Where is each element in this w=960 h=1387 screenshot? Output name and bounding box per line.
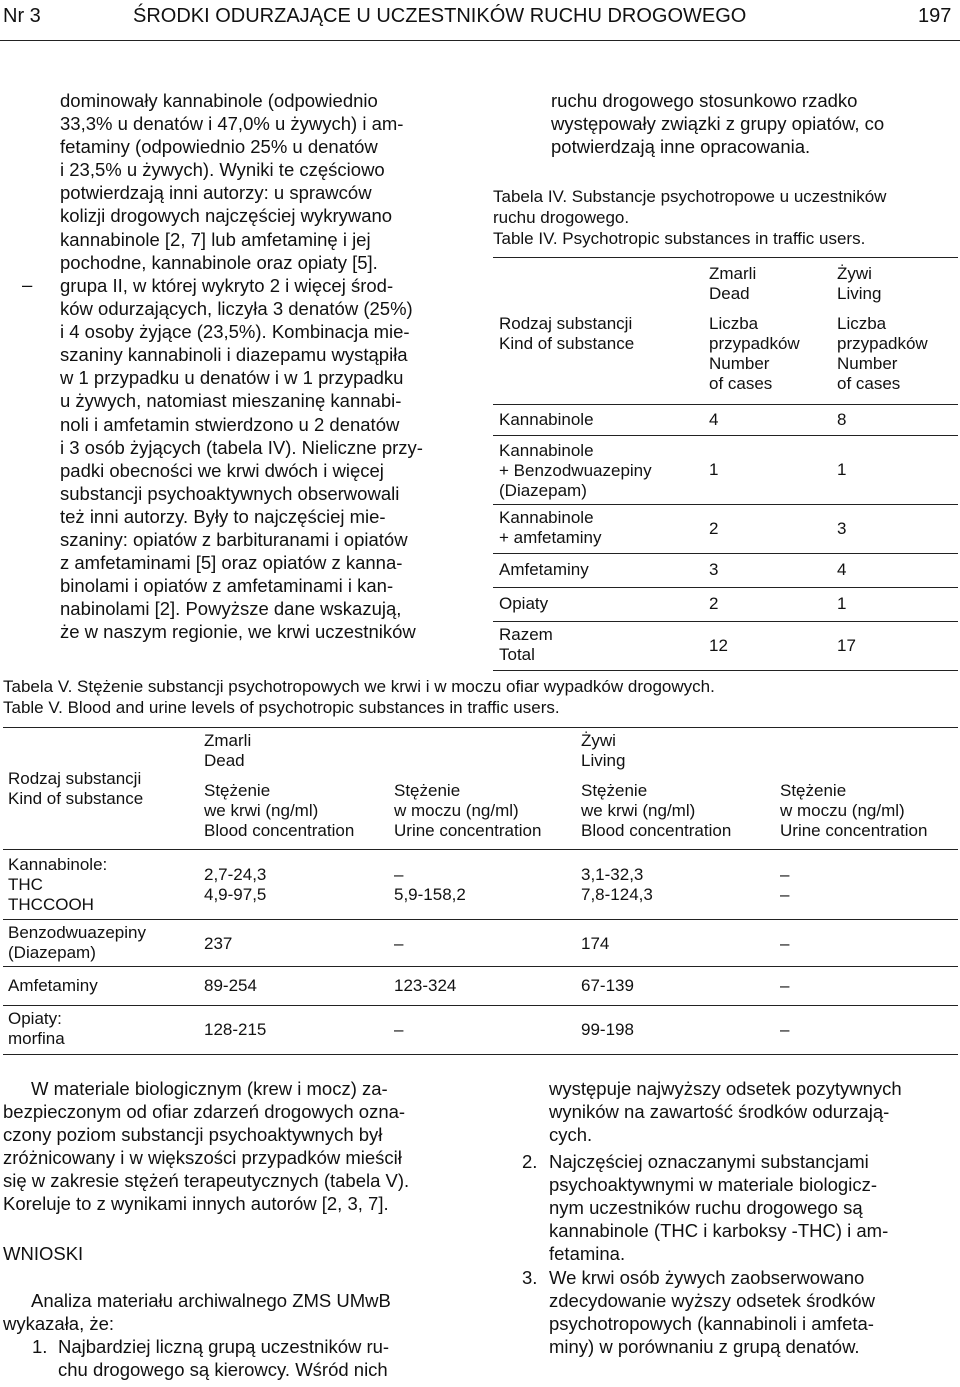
row-value: 4 — [709, 405, 837, 436]
label-line: Razem — [499, 625, 553, 644]
caption-line: Table V. Blood and urine levels of psychotropic substances in traffic users. — [3, 698, 560, 717]
table-row — [3, 850, 958, 920]
text-line: szaniny: opiatów z barbituranami i opiatów — [60, 529, 408, 551]
row-value: 8 — [837, 405, 958, 436]
row-label — [3, 1006, 204, 1055]
label-line: Kannabinole: — [8, 855, 108, 874]
header-dead-group — [204, 728, 581, 850]
label-line: (Diazepam) — [8, 943, 96, 962]
row-value: 89-254 — [204, 967, 394, 1006]
caption-line: Table IV. Psychotropic substances in traffic users. — [493, 229, 866, 248]
table-row — [3, 967, 958, 1006]
header-substance — [3, 728, 204, 850]
header-text: Rodzaj substancji — [8, 768, 142, 788]
text-line: i 4 osoby żyjące (23,5%). Kombinacja mie- — [60, 321, 410, 343]
row-label — [493, 436, 709, 505]
header-text: Liczba — [837, 314, 887, 333]
label-line: morfina — [8, 1029, 65, 1048]
page-number: 197 — [918, 5, 952, 27]
header-text: Kind of substance — [8, 788, 144, 808]
header-text: przypadków — [709, 334, 800, 353]
text-line: nabinolami [2]. Powyższe dane wskazują, — [60, 598, 402, 620]
header-text: Dead — [709, 284, 750, 303]
text-line: bezpieczonym od ofiar zdarzeń drogowych ozna- — [3, 1101, 406, 1123]
row-label: Amfetaminy — [3, 967, 204, 1006]
row-value — [394, 850, 581, 920]
text-line: się w zakresie stężeń terapeutycznych (tabela V). — [3, 1170, 410, 1192]
text-line: z amfetaminami [5] oraz opiatów z kanna- — [60, 552, 403, 574]
row-value: – — [780, 920, 958, 967]
issue-number: Nr 3 — [3, 5, 41, 27]
text-line: ków odurzających, liczyła 3 denatów (25%) — [60, 298, 413, 320]
text-line: grupa II, w której wykryto 2 i więcej środ- — [60, 275, 394, 296]
row-value: 99-198 — [581, 1006, 780, 1055]
header-text: we krwi (ng/ml) — [581, 801, 696, 820]
header-text: Blood concentration — [204, 821, 355, 840]
table-iv — [493, 257, 958, 671]
header-text: w moczu (ng/ml) — [780, 801, 905, 820]
row-value: – — [780, 967, 958, 1006]
header-text: w moczu (ng/ml) — [394, 801, 519, 820]
header-text: we krwi (ng/ml) — [204, 801, 319, 820]
text-line: nym uczestników ruchu drogowego są — [549, 1197, 863, 1219]
value-line: 7,8-124,3 — [581, 885, 653, 904]
row-label — [3, 920, 204, 967]
bottom-left-paragraph — [3, 1077, 465, 1216]
row-value: 67-139 — [581, 967, 780, 1006]
text-line: też inni autorzy. Były to najczęściej mie- — [60, 505, 386, 527]
row-value: 1 — [837, 436, 958, 505]
label-line: + Benzodwuazepiny — [499, 461, 652, 480]
value-line: – — [780, 885, 790, 904]
header-dead — [709, 258, 837, 405]
header-text: Living — [581, 751, 626, 770]
text-line: wykazała, że: — [3, 1313, 115, 1335]
table-row — [493, 505, 958, 554]
text-line: fetamina. — [549, 1243, 626, 1265]
row-label — [493, 622, 709, 671]
header-living-group — [581, 728, 958, 850]
value-line: – — [780, 865, 790, 884]
header-text: Zmarli — [709, 264, 757, 283]
text-line: 33,3% u denatów i 47,0% u żywych) i am- — [60, 113, 404, 135]
header-text: Number — [837, 354, 898, 373]
text-line: kannabinole [2, 7] lub amfetaminę i jej — [60, 228, 371, 250]
row-value: – — [780, 1006, 958, 1055]
row-label — [3, 850, 204, 920]
header-text: Urine concentration — [394, 821, 542, 840]
text-line: potwierdzają inne opracowania. — [551, 136, 811, 158]
text-line: Koreluje to z wynikami innych autorów [2, 3, 7]. — [3, 1193, 389, 1215]
text-line: psychoaktywnymi w materiale biologicz- — [549, 1174, 877, 1196]
caption-line: Tabela V. Stężenie substancji psychotropowych we krwi i w moczu ofiar wypadków drogowych. — [3, 677, 715, 696]
text-line: potwierdzają inni autorzy: u sprawców — [60, 182, 372, 204]
list-item-1-continued — [549, 1077, 956, 1146]
list-item-3 — [549, 1266, 956, 1358]
table-row — [493, 436, 958, 505]
header-dead-blood — [204, 781, 394, 841]
header-text: Zmarli — [204, 731, 252, 750]
table-header-row — [493, 258, 958, 405]
table4-caption — [493, 186, 886, 249]
list-item-1 — [58, 1335, 465, 1381]
value-line: 4,9-97,5 — [204, 885, 267, 904]
header-text: Liczba — [709, 314, 759, 333]
right-paragraph-1 — [551, 89, 956, 158]
text-line: i 23,5% u żywych). Wyniki te częściowo — [60, 159, 385, 181]
header-rule — [0, 40, 960, 41]
header-living — [837, 258, 958, 405]
label-line: Kannabinole — [499, 441, 594, 460]
table-v — [3, 727, 958, 1055]
text-line: kannabinole (THC i karboksy -THC) i am- — [549, 1220, 889, 1242]
bullet-dash: – — [22, 274, 33, 295]
header-text: Stężenie — [780, 781, 847, 800]
text-line: Najbardziej liczną grupą uczestników ru- — [58, 1336, 390, 1357]
text-line: fetaminy (odpowiednio 25% u denatów — [60, 136, 378, 158]
label-line: THCCOOH — [8, 895, 94, 914]
value-line: 5,9-158,2 — [394, 885, 466, 904]
label-line: Total — [499, 645, 535, 664]
header-dead-urine — [394, 781, 581, 841]
row-label: Amfetaminy — [493, 554, 709, 588]
text-line: We krwi osób żywych zaobserwowano — [549, 1267, 865, 1288]
table-row — [493, 405, 958, 436]
text-line: i 3 osób żyjących (tabela IV). Nieliczne przy- — [60, 436, 423, 458]
table-row — [493, 554, 958, 588]
row-value — [581, 850, 780, 920]
text-line: ruchu drogowego stosunkowo rzadko — [551, 90, 858, 111]
row-value: 3 — [837, 505, 958, 554]
header-text: Stężenie — [581, 781, 648, 800]
text-line: u żywych, natomiast mieszaninę kannabi- — [60, 390, 402, 412]
text-line: szaniny kannabinoli i diazepamu wystąpiła — [60, 344, 408, 366]
row-value: 237 — [204, 920, 394, 967]
label-line: Opiaty: — [8, 1009, 62, 1028]
value-line: 3,1-32,3 — [581, 865, 644, 884]
header-text: Stężenie — [394, 781, 461, 800]
row-value: – — [394, 1006, 581, 1055]
header-text: Żywi — [581, 731, 616, 750]
text-line: że w naszym regionie, we krwi uczestników — [60, 621, 416, 643]
running-header — [0, 5, 960, 33]
header-text: Dead — [204, 751, 245, 770]
text-line: w 1 przypadku u denatów i w 1 przypadku — [60, 367, 404, 389]
table-row — [493, 588, 958, 622]
row-value: 17 — [837, 622, 958, 671]
value-line: 2,7-24,3 — [204, 865, 267, 884]
label-line: (Diazepam) — [499, 481, 587, 500]
text-line: zdecydowanie wyższy odsetek środków — [549, 1290, 875, 1312]
text-line: Analiza materiału archiwalnego ZMS UMwB — [31, 1290, 391, 1311]
header-living-urine — [780, 781, 958, 841]
list-number-1: 1. — [32, 1336, 48, 1357]
text-line: czony poziom substancji psychoaktywnych był — [3, 1124, 383, 1146]
table5-caption — [3, 676, 715, 718]
header-text: Urine concentration — [780, 821, 928, 840]
label-line: Kannabinole — [499, 508, 594, 527]
label-line: + amfetaminy — [499, 528, 602, 547]
text-line: psychotropowych (kannabinoli i amfeta- — [549, 1313, 874, 1335]
value-line: – — [394, 865, 404, 884]
list-number-3: 3. — [522, 1267, 538, 1288]
header-text: Żywi — [837, 264, 872, 283]
text-line: Najczęściej oznaczanymi substancjami — [549, 1151, 869, 1172]
row-value: 12 — [709, 622, 837, 671]
row-label: Kannabinole — [493, 405, 709, 436]
row-value: – — [394, 920, 581, 967]
table-row — [3, 1006, 958, 1055]
text-line: zróżnicowany i w większości przypadków mieścił — [3, 1147, 402, 1169]
conclusions-intro — [3, 1289, 465, 1335]
text-line: miny) w porównaniu z grupą denatów. — [549, 1336, 860, 1358]
text-line: chu drogowego są kierowcy. Wśród nich — [58, 1359, 388, 1381]
text-line: dominowały kannabinole (odpowiednio — [60, 90, 378, 111]
text-line: padki obecności we krwi dwóch i więcej — [60, 459, 384, 481]
text-line: substancji psychoaktywnych obserwowali — [60, 482, 400, 504]
row-value — [780, 850, 958, 920]
left-paragraph-2 — [60, 274, 465, 644]
header-text: Kind of substance — [499, 334, 635, 353]
running-title: ŚRODKI ODURZAJĄCE U UCZESTNIKÓW RUCHU DROGOWEGO — [133, 5, 747, 27]
table-header-row — [3, 728, 958, 850]
row-value: 4 — [837, 554, 958, 588]
header-text: of cases — [837, 374, 901, 393]
text-line: pochodne, kannabinole oraz opiaty [5]. — [60, 251, 378, 273]
row-label: Opiaty — [493, 588, 709, 622]
text-line: noli i amfetamin stwierdzono u 2 denatów — [60, 413, 400, 435]
header-text: Living — [837, 284, 882, 303]
header-text: Blood concentration — [581, 821, 732, 840]
text-line: binolami i opiatów z amfetaminami i kan- — [60, 575, 394, 597]
header-text: Rodzaj substancji — [499, 314, 633, 333]
caption-line: Tabela IV. Substancje psychotropowe u uczestników — [493, 187, 887, 206]
row-value: 1 — [709, 436, 837, 505]
left-paragraph-1 — [60, 89, 465, 274]
header-text: Stężenie — [204, 781, 271, 800]
list-number-2: 2. — [522, 1151, 538, 1172]
row-value: 174 — [581, 920, 780, 967]
text-line: wyników na zawartość środków odurzają- — [549, 1101, 890, 1123]
header-text: of cases — [709, 374, 773, 393]
list-item-2 — [549, 1150, 956, 1265]
row-value: 1 — [837, 588, 958, 622]
header-living-blood — [581, 781, 780, 841]
header-text: Number — [709, 354, 770, 373]
row-value: 2 — [709, 505, 837, 554]
row-value: 2 — [709, 588, 837, 622]
row-value: 3 — [709, 554, 837, 588]
table-row-total — [493, 622, 958, 671]
row-label — [493, 505, 709, 554]
table-row — [3, 920, 958, 967]
row-value: 123-324 — [394, 967, 581, 1006]
text-line: kolizji drogowych najczęściej wykrywano — [60, 205, 393, 227]
text-line: występuje najwyższy odsetek pozytywnych — [549, 1078, 902, 1099]
text-line: występowały związki z grupy opiatów, co — [551, 113, 885, 135]
label-line: Benzodwuazepiny — [8, 923, 146, 942]
label-line: THC — [8, 875, 43, 894]
section-heading: WNIOSKI — [3, 1243, 84, 1264]
text-line: cych. — [549, 1124, 593, 1146]
row-value: 128-215 — [204, 1006, 394, 1055]
header-text: przypadków — [837, 334, 928, 353]
header-substance — [493, 258, 709, 405]
row-value — [204, 850, 394, 920]
text-line: W materiale biologicznym (krew i mocz) za- — [31, 1078, 388, 1099]
caption-line: ruchu drogowego. — [493, 208, 630, 227]
